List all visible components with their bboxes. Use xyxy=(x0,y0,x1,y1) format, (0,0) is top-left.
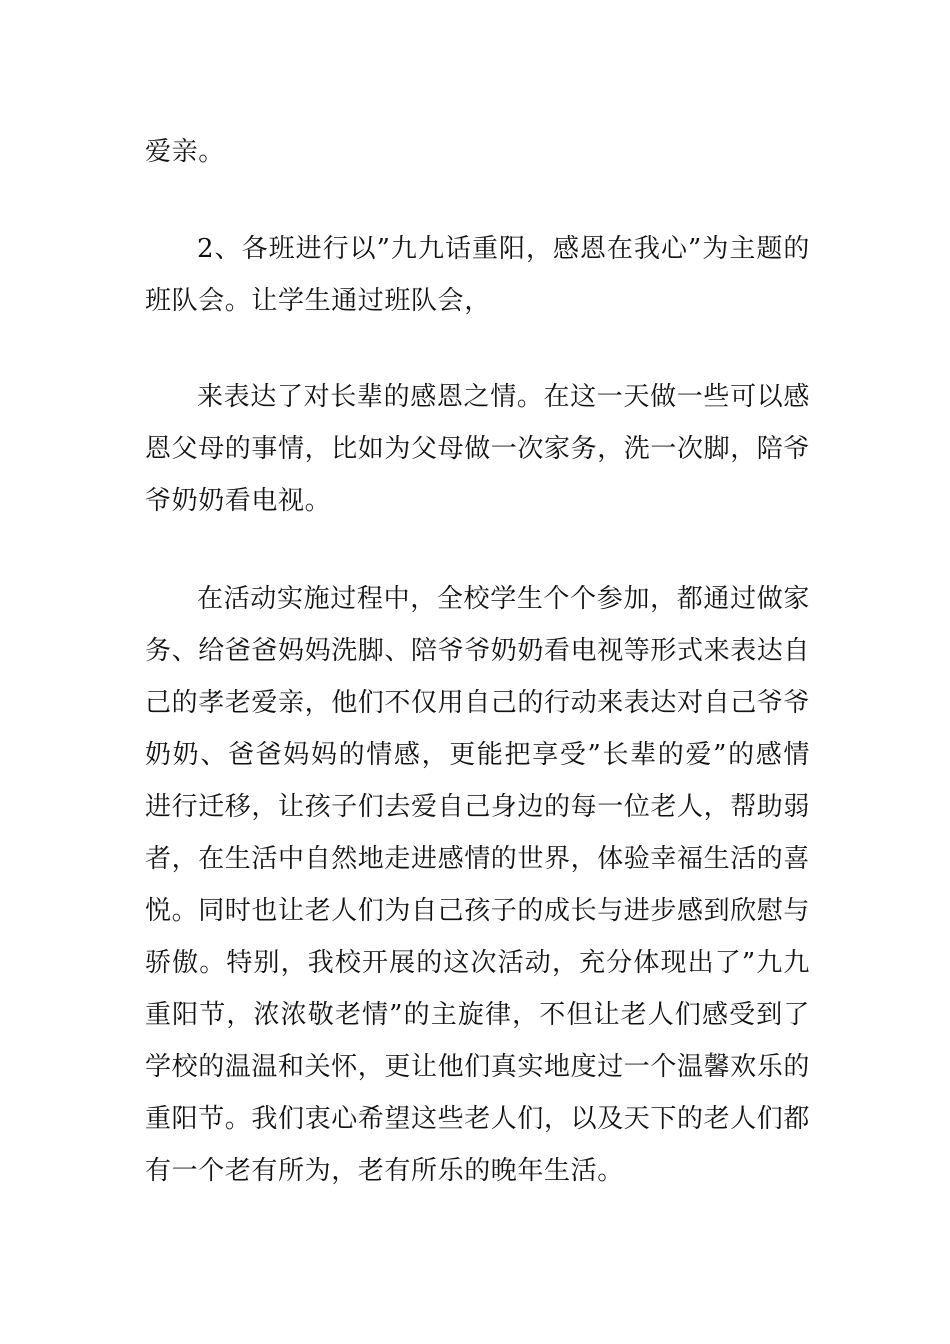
paragraph-activity-summary: 在活动实施过程中，全校学生个个参加，都通过做家务、给爸爸妈妈洗脚、陪爷爷奶奶看电视等形式来表达自己的孝老爱亲，他们不仅用自己的行动来表达对自己爷爷奶奶、爸爸妈妈的情感，更能把享受”长辈的爱”的感情进行迁移，让孩子们去爱自己身边的每一位老人，帮助弱者，在生活中自然地走进感情的世界，体验幸福生活的喜悦。同时也让老人们为自己孩子的成长与进步感到欣慰与骄傲。特别，我校开展的这次活动，充分体现出了”九九重阳节，浓浓敬老情”的主旋律，不但让老人们感受到了学校的温温和关怀，更让他们真实地度过一个温馨欢乐的重阳节。我们衷心希望这些老人们，以及天下的老人们都有一个老有所为，老有所乐的晚年生活。 xyxy=(145,584,811,1186)
paragraph-gratitude: 来表达了对长辈的感恩之情。在这一天做一些可以感恩父母的事情，比如为父母做一次家务，洗一次脚，陪爷爷奶奶看电视。 xyxy=(145,382,811,516)
paragraph-class-meeting: 2、各班进行以”九九话重阳，感恩在我心”为主题的班队会。让学生通过班队会， xyxy=(145,234,810,316)
paragraph-continuation: 爱亲。 xyxy=(145,137,225,167)
